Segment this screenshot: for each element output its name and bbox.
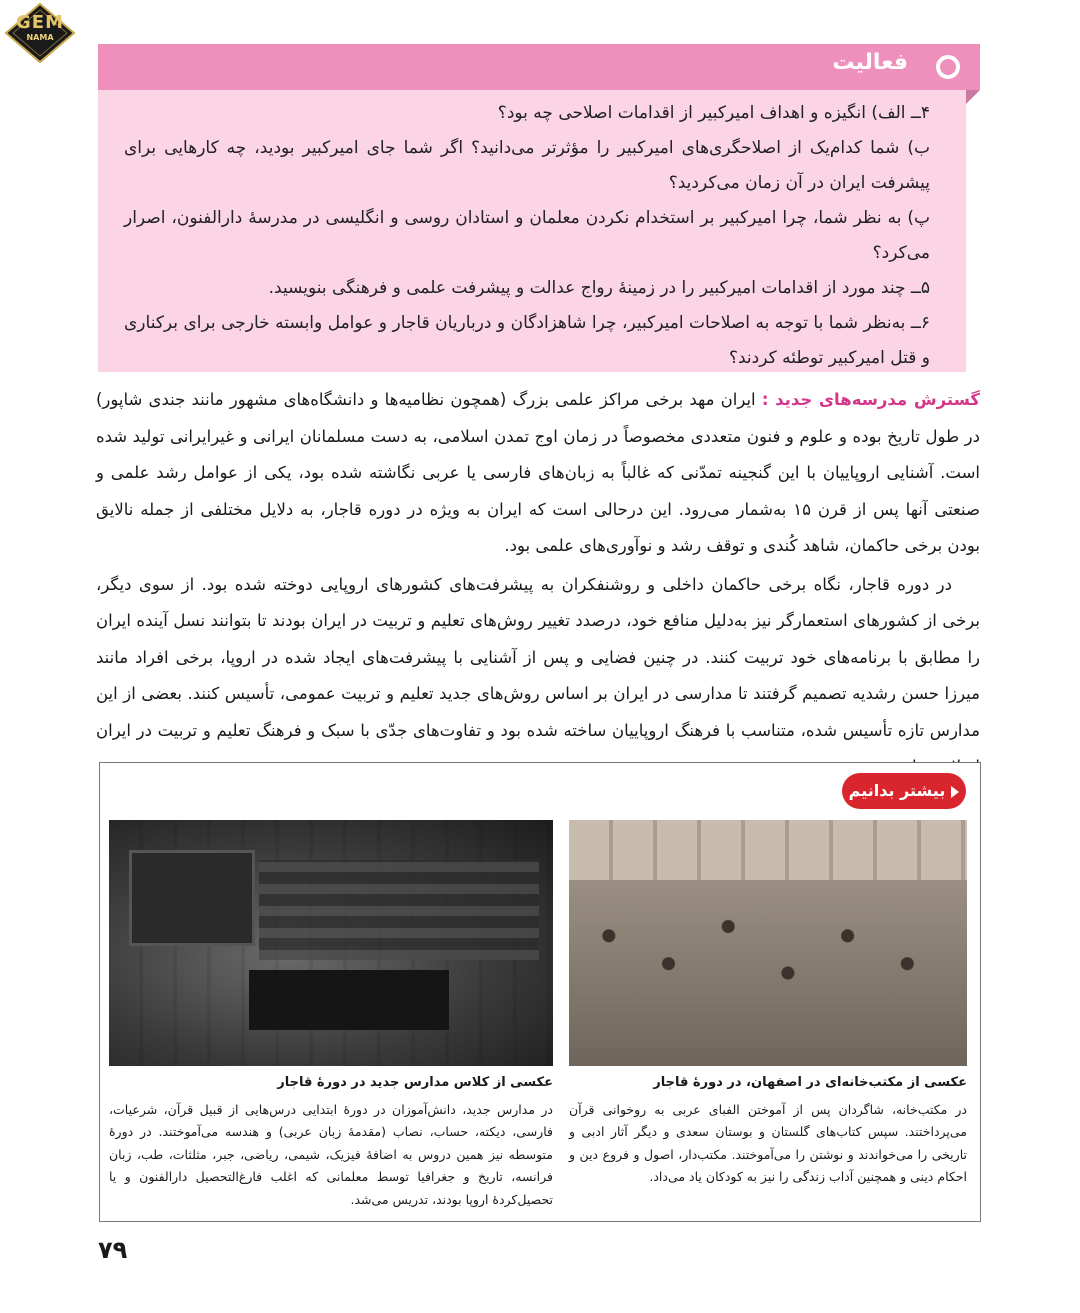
right-caption bbox=[569, 1072, 967, 1189]
paragraph-2: در دوره قاجار، نگاه برخی حاکمان داخلی و روشنفکران به پیشرفت‌های کشورهای اروپایی دوخته شده بود. از سوی دیگر، برخی از کشورهای استعمارگر نیز به‌دلیل منافع خود، درصدد تغییر روش‌های تعلیم و تربیت در ایران بودند تا بتوانند نسل آینده ایران را مطابق با برنامه‌های خود تربیت کنند. در چنین فضایی و پس از آشنایی با پیشرفت‌های ایجاد شده در اروپا، برخی افراد مانند میرزا حسن رشدیه تصمیم گرفتند تا مدارسی در ایران بر اساس روش‌های جدید تعلیم و تربیت عمومی، تأسیس کنند. بعضی از این مدارس تازه تأسیس شده، متناسب با فرهنگ اروپاییان ساخته شده بود و تفاوت‌های جدّی با سبک و فرهنگ تعلیم و تربیت در ایران bbox=[96, 574, 980, 740]
photo-wall bbox=[569, 820, 967, 880]
students-group bbox=[569, 880, 967, 1066]
activity-item: ۶ــ به‌نظر شما با توجه به اصلاحات امیرکبیر، چرا شاهزادگان و درباریان قاجار و عوامل وابسته خارجی برای برکناری و قتل امیرکبیر توطئه کردند؟ bbox=[124, 313, 930, 368]
left-caption bbox=[109, 1072, 553, 1211]
activity-item: پ) به نظر شما، چرا امیرکبیر بر استخدام نکردن معلمان و استادان روسی و انگلیسی در مدرسهٔ دارالفنون، اصرار می‌کرد؟ bbox=[124, 208, 930, 263]
blackboard bbox=[129, 850, 255, 946]
paragraph-1-body: ایران مهد برخی مراکز علمی بزرگ (همچون نظامیه‌ها و دانشگاه‌های مشهور مانند جندی شاپور) در طول تاریخ بوده و علوم و فنون متعددی مخصوصاً در زمان اوج تمدن اسلامی، به دست مسلمانان ایرانی و غیرایرانی تولید شده است. آشنایی اروپاییان با این گنجینه تمدّنی که غالباً به زبان‌های فارسی یا عربی نگاشته شده بود، یکی از عوامل رشد علمی و صنعتی آنها پس از قرن ۱۵ به‌شمار می‌رود. این درحالی است که ایران به ویژه در دوره قاجار، به دلایل مختلفی از جمله نالایق بودن برخی حاکمان، شاهد کُندی و توقف رشد و نوآوری‌های علمی بود. bbox=[96, 390, 980, 555]
activity-item: ۴ــ الف) انگیزه و اهداف امیرکبیر از اقدامات اصلاحی چه بود؟ bbox=[497, 103, 930, 123]
know-more-label: بیشتر بدانیم bbox=[848, 781, 946, 800]
activity-item: ۵ــ چند مورد از اقدامات امیرکبیر را در زمینهٔ رواج عدالت و پیشرفت علمی و فرهنگی بنویسید. bbox=[268, 278, 930, 298]
circle-bullet-icon bbox=[936, 55, 960, 79]
maktab-photo bbox=[569, 820, 967, 1066]
triangle-right-icon bbox=[951, 786, 959, 798]
know-more-tag bbox=[842, 773, 966, 809]
right-caption-title: عکسی از مکتب‌خانه‌ای در اصفهان، در دورهٔ قاجار bbox=[653, 1075, 967, 1090]
section-heading: گسترش مدرسه‌های جدید : bbox=[761, 390, 981, 409]
classroom-photo bbox=[109, 820, 553, 1066]
left-caption-title: عکسی از کلاس مدارس جدید در دورهٔ قاجار bbox=[277, 1075, 553, 1090]
activity-header bbox=[98, 44, 980, 90]
gemnama-logo bbox=[4, 2, 76, 64]
right-caption-body: در مکتب‌خانه، شاگردان پس از آموختن الفبای عربی به روخوانی قرآن می‌پرداختند. سپس کتاب‌های گلستان و بوستان سعدی و دیگر آثار ادبی و تاریخی را می‌خواندند و نوشتن را می‌آموختند. مکتب‌دار، اصول و فروع دین و احکام دینی و همچنین آداب زندگی را نیز به کودکان یاد می‌داد. bbox=[569, 1101, 967, 1184]
activity-item: ب) شما کدام‌یک از اصلاحگری‌های امیرکبیر را مؤثرتر می‌دانید؟ اگر شما جای امیرکبیر بودید، چه کارهایی برای پیشرفت ایران در آن زمان می‌کردید؟ bbox=[124, 138, 930, 193]
main-text bbox=[96, 382, 980, 786]
logo-main-text: GEM bbox=[16, 12, 64, 33]
teacher-desk bbox=[249, 970, 449, 1030]
activity-corner-fold bbox=[966, 90, 980, 104]
paragraph-1 bbox=[96, 382, 980, 565]
left-caption-body: در مدارس جدید، دانش‌آموزان در دورهٔ ابتدایی درس‌هایی از قبیل قرآن، شرعیات، فارسی، دیکته، حساب، نصاب (مقدمهٔ زبان عربی) و هندسه می‌آموختند. در دورهٔ متوسطه نیز همین دروس به اضافهٔ فیزیک، شیمی، ریاضی، جبر، مثلثات، طب، زبان فرانسه، تاریخ و جغرافیا توسط معلمانی که اغلب فارغ‌التحصیل دارالفنون و یا تحصیل‌کردهٔ اروپا بودند، تدریس می‌شد. bbox=[109, 1101, 553, 1207]
logo-sub-text: NAMA bbox=[26, 33, 54, 42]
students-rows bbox=[259, 860, 539, 960]
activity-questions bbox=[124, 96, 930, 376]
page-number: ۷۹ bbox=[98, 1236, 128, 1264]
activity-title: فعالیت bbox=[832, 50, 908, 75]
